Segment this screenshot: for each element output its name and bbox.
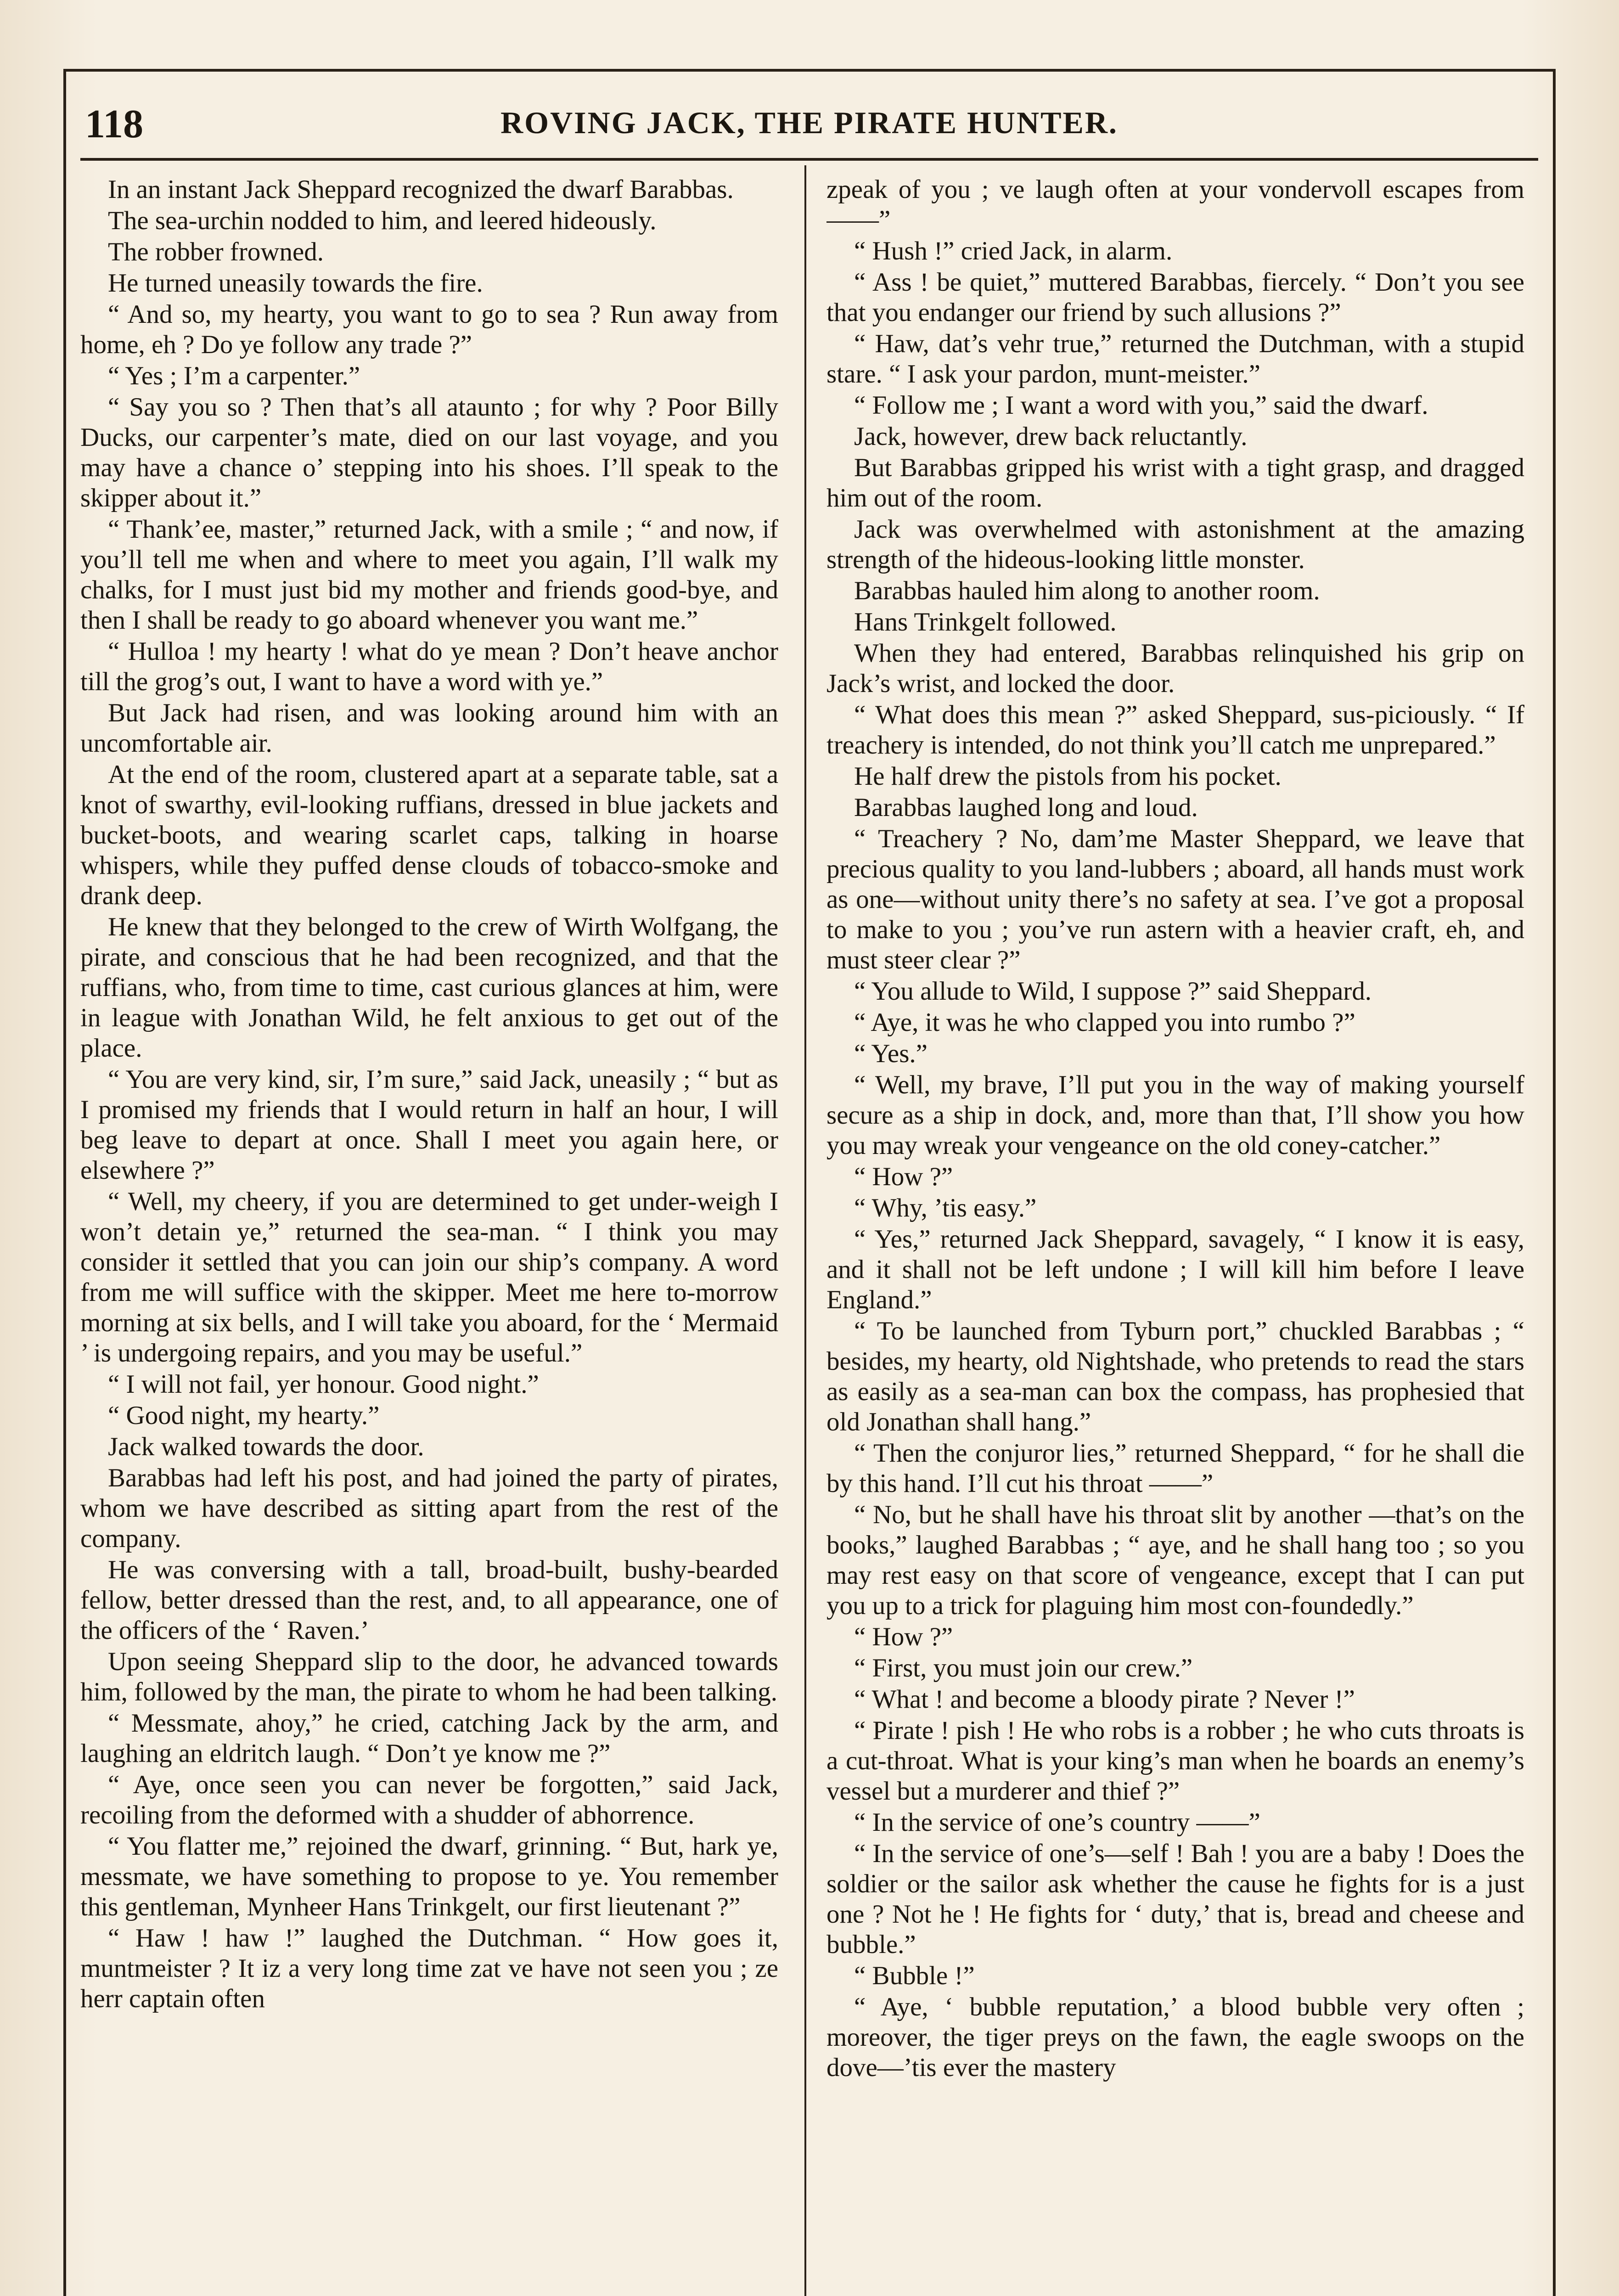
paragraph: “ To be launched from Tyburn port,” chuckled Barabbas ; “ besides, my hearty, old Nightshade, who pretends to read the stars as easily as a sea-man can box the compass, has prophesied that old Jonathan shall hang.”	[826, 1317, 1524, 1436]
paragraph: “ Pirate ! pish ! He who robs is a robber ; he who cuts throats is a cut-throat. What is your king’s man when he boards an enemy’s vessel but a murderer and thief ?”	[826, 1716, 1524, 1806]
paragraph: He turned uneasily towards the fire.	[108, 269, 483, 298]
paragraph: “ What does this mean ?” asked Sheppard, sus-piciously. “ If treachery is intended, do not think you’ll catch me unprepared.”	[826, 700, 1524, 760]
paragraph: Hans Trinkgelt followed.	[854, 608, 1117, 636]
paragraph: “ Hulloa ! my hearty ! what do ye mean ? Don’t heave anchor till the grog’s out, I want to have a word with ye.”	[80, 637, 778, 696]
paragraph: Barabbas had left his post, and had joined the party of pirates, whom we have described as sitting apart from the rest of the company.	[80, 1463, 778, 1553]
paragraph: “ No, but he shall have his throat slit by another —that’s on the books,” laughed Barabbas ; “ aye, and he shall hang too ; so you may rest easy on that score of vengeance, except that I can put you up to a trick for plaguing him most con-foundedly.”	[826, 1500, 1524, 1620]
paragraph: “ I will not fail, yer honour. Good night.”	[108, 1370, 539, 1399]
paragraph: “ In the service of one’s country ——”	[854, 1808, 1260, 1837]
paragraph: The robber frowned.	[108, 237, 324, 266]
paragraph: “ You allude to Wild, I suppose ?” said Sheppard.	[854, 977, 1372, 1006]
paragraph: “ Good night, my hearty.”	[108, 1401, 380, 1430]
paragraph: Upon seeing Sheppard slip to the door, he advanced towards him, followed by the man, the pirate to whom he had been talking.	[80, 1647, 778, 1706]
paragraph: “ You flatter me,” rejoined the dwarf, grinning. “ But, hark ye, messmate, we have something to propose to ye. You remember this gentleman, Mynheer Hans Trinkgelt, our first lieutenant ?”	[80, 1832, 778, 1921]
paragraph: Jack was overwhelmed with astonishment at the amazing strength of the hideous-looking little monster.	[826, 515, 1524, 574]
paragraph: But Jack had risen, and was looking around him with an uncomfortable air.	[80, 698, 778, 758]
paragraph: “ Hush !” cried Jack, in alarm.	[854, 236, 1173, 265]
column-divider	[804, 165, 806, 2296]
paragraph: “ Yes,” returned Jack Sheppard, savagely, “ I know it is easy, and it shall not be left undone ; I will kill him before I leave England.”	[826, 1225, 1524, 1314]
paragraph: zpeak of you ; ve laugh often at your vondervoll escapes from——”	[826, 175, 1524, 234]
paragraph: At the end of the room, clustered apart at a separate table, sat a knot of swarthy, evil-looking ruffians, dressed in blue jackets and bucket-boots, and wearing scarlet caps, talking in hoarse whispers, while they puffed dense clouds of tobacco-smoke and drank deep.	[80, 760, 778, 910]
paragraph: “ Follow me ; I want a word with you,” said the dwarf.	[854, 391, 1428, 420]
paragraph: In an instant Jack Sheppard recognized the dwarf Barabbas.	[108, 175, 734, 204]
paragraph: “ Messmate, ahoy,” he cried, catching Jack by the arm, and laughing an eldritch laugh. “ Don’t ye know me ?”	[80, 1709, 778, 1768]
paragraph: “ Aye, ‘ bubble reputation,’ a blood bubble very often ; moreover, the tiger preys on the fawn, the eagle swoops on the dove—’tis ever the mastery	[826, 1992, 1524, 2082]
paragraph: “ Well, my brave, I’ll put you in the way of making yourself secure as a ship in dock, and, more than that, I’ll show you how you may wreak your vengeance on the old coney-catcher.”	[826, 1070, 1524, 1160]
paragraph: “ Say you so ? Then that’s all ataunto ; for why ? Poor Billy Ducks, our carpenter’s mate, died on our last voyage, and you may have a chance o’ stepping into his shoes. I’ll speak to the skipper about it.”	[80, 393, 778, 512]
paragraph: “ Then the conjuror lies,” returned Sheppard, “ for he shall die by this hand. I’ll cut his throat ——”	[826, 1439, 1524, 1498]
paragraph: “ Well, my cheery, if you are determined to get under-weigh I won’t detain ye,” returned the sea-man. “ I think you may consider it settled that you can join our ship’s company. A word from me will suffice with the skipper. Meet me here to-morrow morning at six bells, and I will take you aboard, for the ‘ Mermaid ’ is undergoing repairs, and you may be useful.”	[80, 1187, 778, 1367]
paragraph: “ In the service of one’s—self ! Bah ! you are a baby ! Does the soldier or the sailor ask whether the cause he fights for is a just one ? Not he ! He fights for ‘ duty,’ that is, bread and cheese and bubble.”	[826, 1839, 1524, 1959]
paragraph: “ Ass ! be quiet,” muttered Barabbas, fiercely. “ Don’t you see that you endanger our friend by such allusions ?”	[826, 268, 1524, 327]
paragraph: The sea-urchin nodded to him, and leered hideously.	[108, 206, 657, 235]
paragraph: “ What ! and become a bloody pirate ? Never !”	[854, 1685, 1355, 1714]
paragraph: “ You are very kind, sir, I’m sure,” said Jack, uneasily ; “ but as I promised my friends that I would return in half an hour, I will beg leave to depart at once. Shall I meet you again here, or elsewhere ?”	[80, 1065, 778, 1185]
page-header	[80, 92, 1538, 161]
paragraph: “ How ?”	[854, 1622, 953, 1651]
left-column	[80, 174, 778, 2296]
paragraph: But Barabbas gripped his wrist with a tight grasp, and dragged him out of the room.	[826, 453, 1524, 512]
paragraph: “ Thank’ee, master,” returned Jack, with a smile ; “ and now, if you’ll tell me when and where to meet you again, I’ll walk my chalks, for I must just bid my mother and friends good-bye, and then I shall be ready to go aboard whenever you want me.”	[80, 515, 778, 635]
paragraph: “ Haw, dat’s vehr true,” returned the Dutchman, with a stupid stare. “ I ask your pardon, munt-meister.”	[826, 329, 1524, 388]
paragraph: Barabbas hauled him along to another room.	[854, 576, 1320, 605]
paragraph: “ Aye, once seen you can never be forgotten,” said Jack, recoiling from the deformed with a shudder of abhorrence.	[80, 1770, 778, 1829]
text-columns	[80, 174, 1538, 2296]
page-number: 118	[85, 102, 144, 146]
paragraph: “ Bubble !”	[854, 1961, 975, 1990]
paragraph: “ Aye, it was he who clapped you into rumbo ?”	[854, 1008, 1355, 1037]
paragraph: “ First, you must join our crew.”	[854, 1654, 1193, 1683]
paragraph: “ Treachery ? No, dam’me Master Sheppard, we leave that precious quality to you land-lubbers ; aboard, all hands must work as one—without unity there’s no safety at sea. I’ve got a proposal to make to you ; you’ve run astern with a heavier craft, eh, and must steer clear ?”	[826, 824, 1524, 974]
right-column	[826, 174, 1524, 2296]
paragraph: Jack walked towards the door.	[108, 1432, 424, 1461]
paragraph: “ Haw ! haw !” laughed the Dutchman. “ How goes it, muntmeister ? It iz a very long time zat ve have not seen you ; ze herr captain often	[80, 1924, 778, 2013]
paragraph: Jack, however, drew back reluctantly.	[854, 422, 1248, 451]
paragraph: “ And so, my hearty, you want to go to sea ? Run away from home, eh ? Do ye follow any trade ?”	[80, 300, 778, 359]
running-head: ROVING JACK, THE PIRATE HUNTER.	[500, 105, 1118, 140]
paragraph: He knew that they belonged to the crew of Wirth Wolfgang, the pirate, and conscious that he had been recognized, and that the ruffians, who, from time to time, cast curious glances at him, were in league with Jonathan Wild, he felt anxious to get out of the place.	[80, 912, 778, 1063]
paragraph: He half drew the pistols from his pocket.	[854, 762, 1282, 791]
paragraph: He was conversing with a tall, broad-built, bushy-bearded fellow, better dressed than the rest, and, to all appearance, one of the officers of the ‘ Raven.’	[80, 1555, 778, 1645]
paragraph: “ Yes ; I’m a carpenter.”	[108, 361, 360, 390]
paragraph: “ How ?”	[854, 1162, 953, 1191]
paragraph: When they had entered, Barabbas relinquished his grip on Jack’s wrist, and locked the door.	[826, 639, 1524, 698]
paragraph: “ Yes.”	[854, 1039, 928, 1068]
paragraph: “ Why, ’tis easy.”	[854, 1193, 1037, 1222]
paragraph: Barabbas laughed long and loud.	[854, 793, 1198, 822]
